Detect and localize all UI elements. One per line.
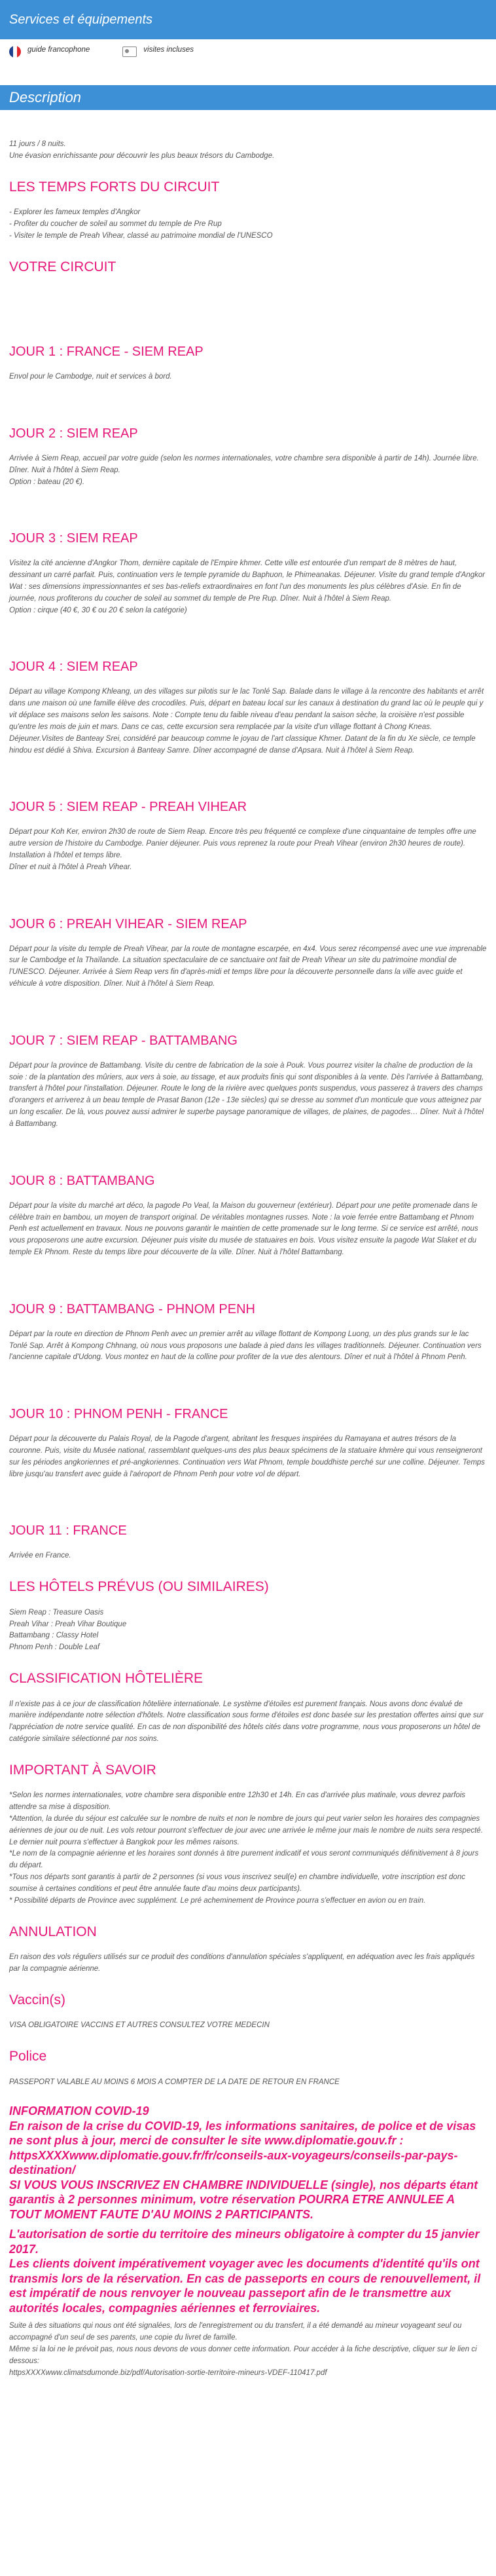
intro-line: Une évasion enrichissante pour découvrir les plus beaux trésors du Cambodge. — [9, 151, 275, 160]
day-text: Départ par la route en direction de Phnom Penh avec un premier arrêt au village flottant de Kompong Luong, un des plus grands sur le lac Tonlé Sap. Arrêt à Kompong Chhnang, où nous vous proposons une balade à pied dans les villages traditionnels. Déjeuner. Continuation vers l'ancienne capitale d'Udong. Vous montez en haut de la colline pour profiter de la vue des alentours. Dîner et nuit à l'hôtel à Phnom Penh. — [9, 1330, 482, 1362]
day-text: Départ pour la découverte du Palais Royal, de la Pagode d'argent, abritant les fresques inspirées du Ramayana et autres trésors de la couronne. Puis, visite du Musée national, rassemblant quelques-uns des plus beaux spécimens de la statuaire khmère qui vous renseigneront sur les périodes angkoriennes et pré-angkoriennes. Continuation vers Wat Phnom, temple bouddhiste perché sur une colline. Déjeuner. Temps libre jusqu'au transfert avec guide à l'aéroport de Phnom Penh pour votre vol de départ. — [9, 1435, 486, 1478]
vaccin-title: Vaccin(s) — [9, 1992, 65, 2007]
covid-title: INFORMATION COVID-19 — [9, 2104, 149, 2118]
day-title: JOUR 6 : PREAH VIHEAR - SIEM REAP — [9, 916, 247, 931]
covid-text: En raison de la crise du COVID-19, les informations sanitaires, de police et de visas ne sont plus à jour, merci de consulter le site www.diplomatie.gouv.fr : httpsXXXXwww.diplomatie.gouv.fr/fr/conseils-aux-voyageurs/conseils-par-pays-destination/ — [9, 2119, 476, 2177]
day-text: Départ pour Koh Ker, environ 2h30 de route de Siem Reap. Encore très peu fréquenté ce complexe d'une cinquantaine de temples offre une autre version de l'histoire du Cambodge. Panier déjeuner. Puis vous reprenez la route pour Preah Vihear (environ 2h30 heures de route). Installation à l'hôtel et temps libre. Dîner et nuit à l'hôtel à Preah Vihear. — [9, 828, 476, 871]
service-guide-label: guide francophone — [27, 46, 90, 54]
service-guide — [9, 45, 90, 85]
day-text: Départ au village Kompong Khleang, un des villages sur pilotis sur le lac Tonlé Sap. Balade dans le village à la rencontre des habitants et arrêt dans une maison où une famille élève des crocodiles. Puis, départ en bateau local sur les canaux à destination du grand lac où le peuple qui y vit déplace ses maisons selon les saisons. Note : Compte tenu du faible niveau d'eau pendant la saison sèche, la croisière n'est possible qu'entre les mois de juin et mars. Dans ce cas, cette excursion sera remplacée par la visite d'un village flottant à Chong Kneas. Déjeuner.Visites de Banteay Srei, considéré par beaucoup comme le joyau de l'art classique Khmer. Datant de la fin du Xe siècle, ce temple hindou est dédié à Shiva. Excursion à Banteay Samre. Dîner accompagné de danse d'Apsara. Nuit à l'hôtel à Siem Reap. — [9, 688, 484, 755]
single-room-warning: SI VOUS VOUS INSCRIVEZ EN CHAMBRE INDIVIDUELLE (single), nos départs étant garantis à 2 personnes minimum, votre réservation POURRA ETRE ANNULEE A TOUT MOMENT FAUTE D'AU MOINS 2 PARTICIPANTS. — [9, 2178, 478, 2221]
minors-authorization: L'autorisation de sortie du territoire des mineurs obligatoire à compter du 15 janvier 2017. — [9, 2228, 480, 2256]
day-text: Départ pour la visite du marché art déco, la pagode Po Veal, la Maison du gouverneur (extérieur). Départ pour une petite promenade dans le célèbre train en bambou, un moyen de transport original. De véritables montagnes russes. Note : la voie ferrée entre Battambang et Phnom Penh est actuellement en travaux. Nous ne pouvons garantir le maintien de cette promenade sur le long terme. Si ce service est arrêté, nous vous proposerons une autre excursion. Déjeuner puis visite du musée de statuaires en bois. Vous visitez ensuite la pagode Wat Slaket et du temple Ek Phnom. Reste du temps libre pour découverte de la ville. Dîner. Nuit à l'hôtel Battambang. — [9, 1201, 478, 1256]
important-item: * Possibilité départs de Province avec supplément. Le pré acheminement de Province pourra s'effectuer en avion ou en train. — [9, 1896, 426, 1905]
circuit-title: VOTRE CIRCUIT — [9, 259, 116, 274]
intro — [9, 139, 487, 162]
hotel-item: Siem Reap : Treasure Oasis — [9, 1608, 104, 1616]
intro-line: 11 jours / 8 nuits. — [9, 140, 66, 148]
day-title: JOUR 10 : PHNOM PENH - FRANCE — [9, 1407, 228, 1422]
highlight-item: - Profiter du coucher de soleil au sommet du temple de Pre Rup — [9, 219, 222, 228]
day-text: Départ pour la province de Battambang. Visite du centre de fabrication de la soie à Pouk. Vous pourrez visiter la chaîne de production de la soie : de la plantation des mûriers, aux vers à soie, au tissage, et aux produits finis qui sont disponibles à la vente. Dès l'arrivée à Battambang, transfert à l'hôtel pour l'installation. Déjeuner. Route le long de la rivière avec quelques ponts suspendus, vous passerez à travers des champs d'orangers et arriverez à un beau temple de Prasat Banon (12e - 13e siècles) qui se dresse au sommet d'un monticule que vous atteignez par un long escalier. De là, vous pouvez aussi admirer le superbe paysage panoramique de villages, de plaines, de pagodes… Dîner. Nuit à l'hôtel à Battambang. — [9, 1061, 484, 1128]
day-title: JOUR 1 : FRANCE - SIEM REAP — [9, 345, 204, 360]
covid-block — [9, 2104, 487, 2315]
final-note: Même si la loi ne le prévoit pas, nous nous devons de vous donner cette information. Pour accéder à la fiche descriptive, cliquer sur le lien ci dessous: — [9, 2345, 477, 2365]
day-title: JOUR 4 : SIEM REAP — [9, 660, 138, 675]
description-title: Description — [9, 88, 82, 105]
hotel-item: Preah Vihar : Preah Vihar Boutique — [9, 1620, 127, 1628]
description-content — [0, 110, 496, 2393]
services-title: Services et équipements — [9, 12, 153, 27]
day-title: JOUR 3 : SIEM REAP — [9, 531, 138, 546]
final-note: Suite à des situations qui nous ont été signalées, lors de l'enregistrement ou du transfert, il a été demandé au mineur voyageant seul ou accompagné d'un seul de ses parents, une copie du livret de famille. — [9, 2322, 462, 2342]
services-list — [0, 39, 496, 85]
day-title: JOUR 9 : BATTAMBANG - PHNOM PENH — [9, 1301, 255, 1316]
important-title: IMPORTANT À SAVOIR — [9, 1762, 156, 1778]
authorization-link[interactable]: httpsXXXXwww.climatsdumonde.biz/pdf/Autorisation-sortie-territoire-mineurs-VDEF-110417.pdf — [9, 2368, 327, 2377]
services-header — [0, 0, 496, 39]
final-notes — [9, 2321, 487, 2379]
important-item: *Le nom de la compagnie aérienne et les horaires sont donnés à titre purement indicatif et vous seront communiqués définitivement à 8 jours du départ. — [9, 1850, 479, 1870]
day-title: JOUR 11 : FRANCE — [9, 1523, 127, 1539]
classification-title: CLASSIFICATION HÔTELIÈRE — [9, 1671, 203, 1687]
day-text: Arrivée à Siem Reap, accueil par votre guide (selon les normes internationales, votre chambre sera disponible à partir de 14h). Journée libre. Dîner. Nuit à l'hôtel à Siem Reap. Option : bateau (20 €). — [9, 454, 479, 486]
days-list — [9, 342, 487, 1562]
hotels-title: LES HÔTELS PRÉVUS (OU SIMILAIRES) — [9, 1579, 269, 1595]
annulation-title: ANNULATION — [9, 1924, 97, 1939]
highlight-item: - Explorer les fameux temples d'Angkor — [9, 208, 141, 217]
day-title: JOUR 7 : SIEM REAP - BATTAMBANG — [9, 1033, 238, 1048]
highlights-title: LES TEMPS FORTS DU CIRCUIT — [9, 179, 220, 195]
day-title: JOUR 8 : BATTAMBANG — [9, 1173, 155, 1188]
police-text: PASSEPORT VALABLE AU MOINS 6 MOIS A COMPTER DE LA DATE DE RETOUR EN FRANCE — [9, 2078, 340, 2086]
day-title: JOUR 5 : SIEM REAP - PREAH VIHEAR — [9, 800, 247, 815]
important-item: *Selon les normes internationales, votre chambre sera disponible entre 12h30 et 14h. En cas d'arrivée plus matinale, vous devrez parfois attendre sa mise à disposition. — [9, 1791, 466, 1812]
service-visits — [122, 45, 194, 85]
important-item: *Attention, la durée du séjour est calculée sur le nombre de nuits et non le nombre de jours qui peut varier selon les horaires des compagnies aériennes de jour ou de nuit. Les vols retour pourront s'effectuer de jour avec une arrivée le même jour mais le nombre de nuits sera respecté. Le dernier nuit pourra s'effectuer à Bangkok pour les mêmes raisons. — [9, 1815, 483, 1846]
hotel-item: Battambang : Classy Hotel — [9, 1632, 99, 1640]
day-text: Envol pour le Cambodge, nuit et services à bord. — [9, 373, 172, 381]
france-flag-icon — [9, 46, 21, 58]
important-list — [9, 1790, 487, 1907]
police-title: Police — [9, 2049, 47, 2064]
highlight-item: - Visiter le temple de Preah Vihear, classé au patrimoine mondial de l'UNESCO — [9, 231, 273, 240]
day-text: Arrivée en France. — [9, 1552, 71, 1560]
classification-text: Il n'existe pas à ce jour de classification hôtelière internationale. Le système d'étoiles est purement français. Nous avons donc évalué de manière indépendante notre sélection d'hôtels. Notre classification sous forme d'étoiles est donc basée sur les prestation offertes ainsi que sur l'appréciation de notre service qualité. En cas de non disponibilité des hôtels cités dans votre programme, nous vous proposerons un hôtel de catégorie similaire sélectionné par nos soins. — [9, 1700, 484, 1744]
day-title: JOUR 2 : SIEM REAP — [9, 426, 138, 441]
day-text: Visitez la cité ancienne d'Angkor Thom, dernière capitale de l'Empire khmer. Cette ville est entourée d'un rempart de 8 mètres de haut, dessinant un carré parfait. Puis, continuation vers le temple pyramide du Baphuon, le Phimeanakas. Déjeuner. Visite du grand temple d'Angkor Wat : ses dimensions impressionnantes et ses bas-reliefs extraordinaires en font l'un des monuments les plus célèbres d'Asie. En fin de journée, nous profiterons du coucher de soleil au sommet du temple de Pre Rup. Dîner. Nuit à l'hôtel à Siem Reap. Option : cirque (40 €, 30 € ou 20 € selon la catégorie) — [9, 559, 486, 614]
annulation-text: En raison des vols réguliers utilisés sur ce produit des conditions d'annulation spéciales s'appliquent, en adéquation avec les frais appliqués par la compagnie aérienne. — [9, 1953, 475, 1973]
important-item: *Tous nos départs sont garantis à partir de 2 personnes (si vous vous inscrivez seul(e) en chambre individuelle, votre inscription est donc soumise à certaines conditions et peut être annulée faute d'au moins deux participants). — [9, 1873, 465, 1893]
highlights-list — [9, 207, 487, 242]
identity-documents: Les clients doivent impérativement voyager avec les documents d'identité qu'ils ont transmis lors de la réservation. En cas de passeports en cours de renouvellement, il est impératif de nous renvoyer le nouveau passeport afin de le transmettre aux autorités locales, compagnies aériennes et ferroviaires. — [9, 2257, 481, 2315]
day-text: Départ pour la visite du temple de Preah Vihear, par la route de montagne escarpée, en 4x4. Vous serez récompensé avec une vue imprenable sur le Cambodge et la Thaïlande. La situation spectaculaire de ce sanctuaire ont fait de Preah Vihear un site du patrimoine mondial de l'UNESCO. Déjeuner. Arrivée à Siem Reap vers fin d'après-midi et temps libre pour la découverte personnelle dans la ville avec guide et véhicule à votre disposition. Dîner. Nuit à l'hôtel à Siem Reap. — [9, 944, 487, 988]
visa-icon — [122, 47, 137, 57]
description-header — [0, 85, 496, 110]
vaccin-text: VISA OBLIGATOIRE VACCINS ET AUTRES CONSULTEZ VOTRE MEDECIN — [9, 2021, 270, 2030]
hotel-item: Phnom Penh : Double Leaf — [9, 1643, 100, 1652]
service-visits-label: visites incluses — [143, 46, 194, 54]
hotels-list — [9, 1607, 487, 1654]
